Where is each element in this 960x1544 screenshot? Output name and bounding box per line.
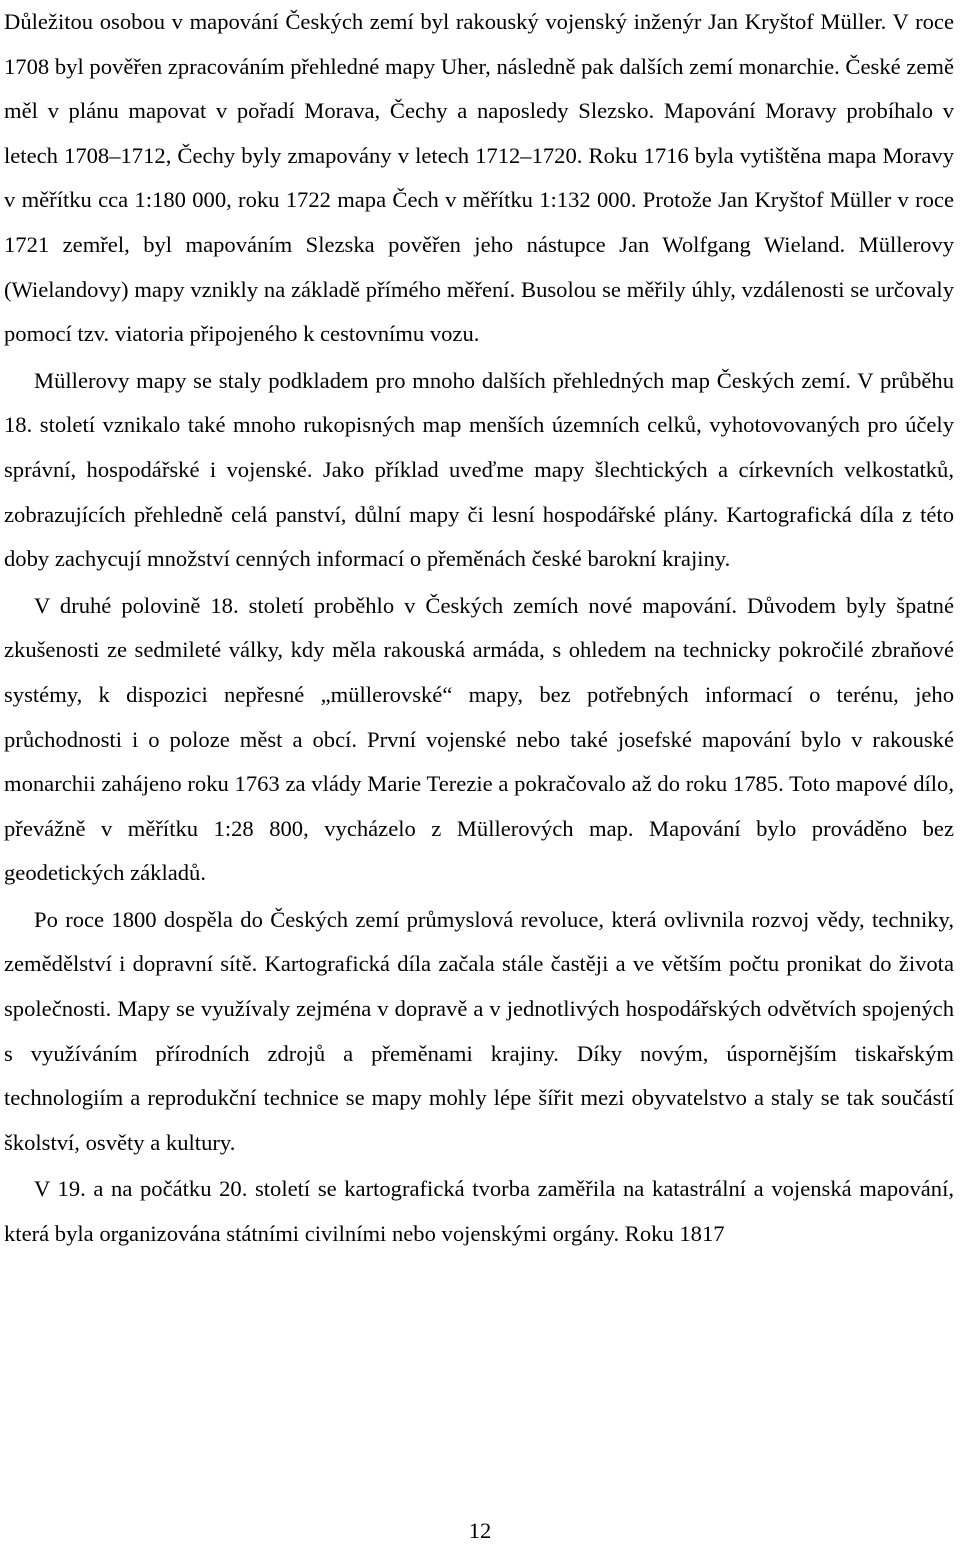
- page-number: 12: [468, 1518, 492, 1543]
- paragraph-2: Müllerovy mapy se staly podkladem pro mnoho dalších přehledných map Českých zemí. V průběhu 18. století vznikalo také mnoho rukopisných map menších územních celků, vyhotovovaných pro účely správní, hospodářské i vojenské. Jako příklad uveďme mapy šlechtických a církevních velkostatků, zobrazujících přehledně celá panství, důlní mapy či lesní hospodářské plány. Kartografická díla z této doby zachycují množství cenných informací o přeměnách české barokní krajiny.: [4, 367, 954, 572]
- paragraph-3: V druhé polovině 18. století proběhlo v Českých zemích nové mapování. Důvodem byly špatné zkušenosti ze sedmileté války, kdy měla rakouská armáda, s ohledem na technicky pokročilé zbraňové systémy, k dispozici nepřesné „müllerovské“ mapy, bez potřebných informací o terénu, jeho průchodnosti i o poloze měst a obcí. První vojenské nebo také josefské mapování bylo v rakouské monarchii zahájeno roku 1763 za vlády Marie Terezie a pokračovalo až do roku 1785. Toto mapové dílo, převážně v měřítku 1:28 800, vycházelo z Müllerových map. Mapování bylo prováděno bez geodetických základů.: [4, 592, 954, 886]
- paragraph-5: V 19. a na počátku 20. století se kartografická tvorba zaměřila na katastrální a vojenská mapování, která byla organizována státními civilními nebo vojenskými orgány. Roku 1817: [4, 1176, 954, 1247]
- paragraph-1: Důležitou osobou v mapování Českých zemí byl rakouský vojenský inženýr Jan Kryštof Müller. V roce 1708 byl pověřen zpracováním přehledné mapy Uher, následně pak dalších zemí monarchie. České země měl v plánu mapovat v pořadí Morava, Čechy a naposledy Slezsko. Mapování Moravy probíhalo v letech 1708–1712, Čechy byly zmapovány v letech 1712–1720. Roku 1716 byla vytištěna mapa Moravy v měřítku cca 1:180 000, roku 1722 mapa Čech v měřítku 1:132 000. Protože Jan Kryštof Müller v roce 1721 zemřel, byl mapováním Slezska pověřen jeho nástupce Jan Wolfgang Wieland. Müllerovy (Wielandovy) mapy vznikly na základě přímého měření. Busolou se měřily úhly, vzdálenosti se určovaly pomocí tzv. viatoria připojeného k cestovnímu vozu.: [4, 9, 954, 347]
- body-text: [4, 0, 954, 1257]
- paragraph-4: Po roce 1800 dospěla do Českých zemí průmyslová revoluce, která ovlivnila rozvoj vědy, techniky, zemědělství i dopravní sítě. Kartografická díla začala stále častěji a ve větším počtu pronikat do života společnosti. Mapy se využívaly zejména v dopravě a v jednotlivých hospodářských odvětvích spojených s využíváním přírodních zdrojů a přeměnami krajiny. Díky novým, úspornějším tiskařským technologiím a reprodukční technice se mapy mohly lépe šířit mezi obyvatelstvo a staly se tak součástí školství, osvěty a kultury.: [4, 906, 954, 1155]
